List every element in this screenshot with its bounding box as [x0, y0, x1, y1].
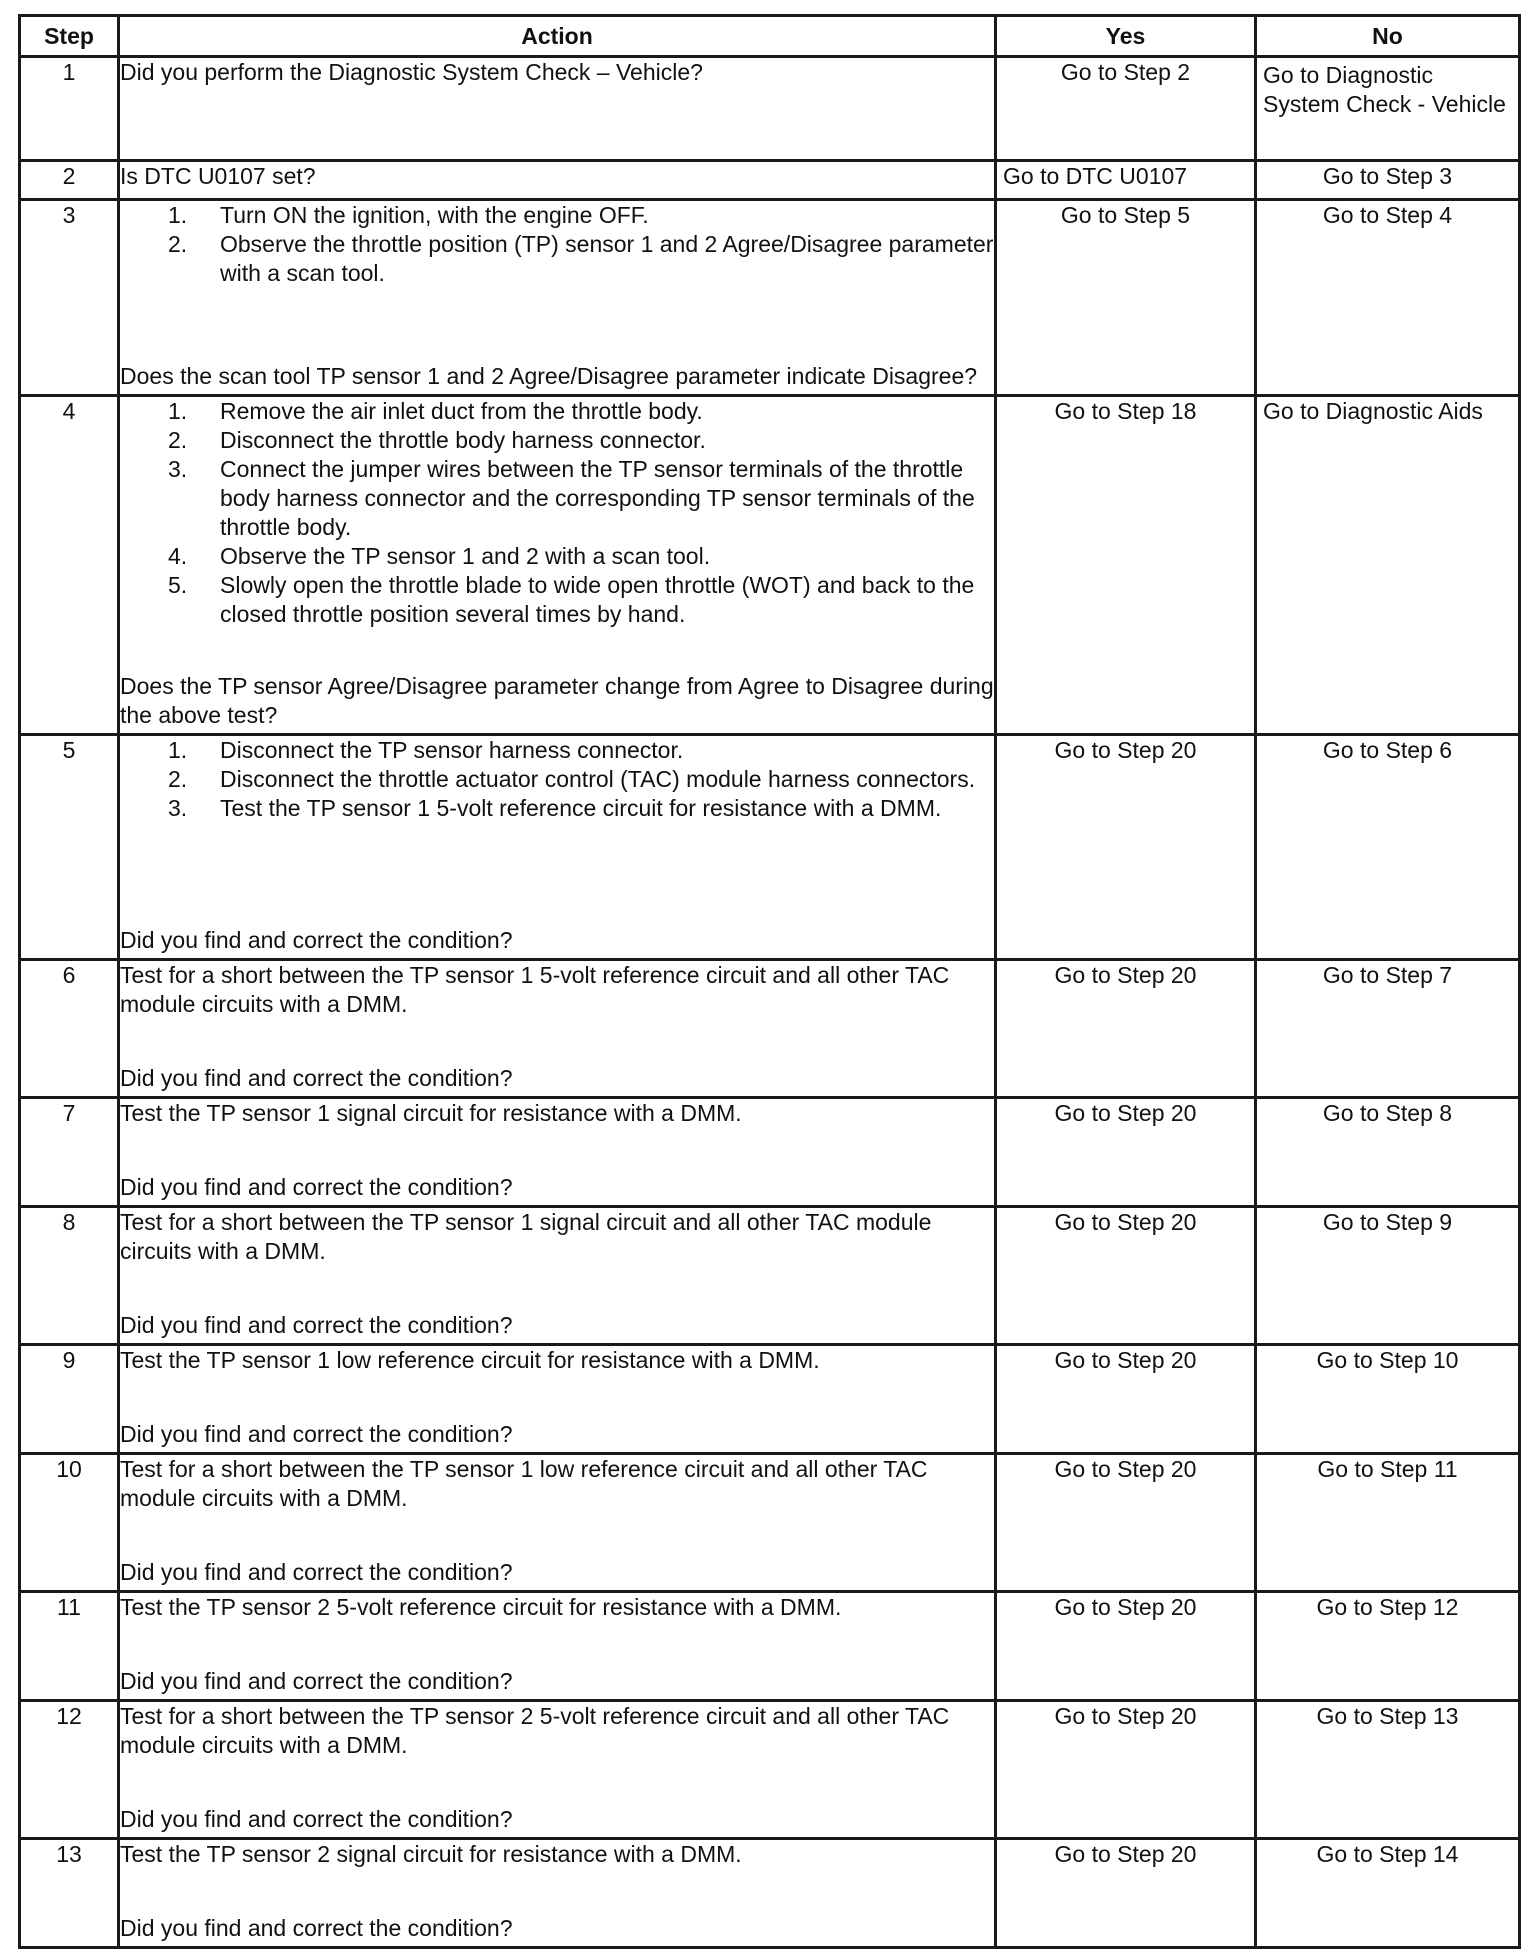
- table-row: [20, 1345, 1520, 1454]
- action-cell: [119, 1207, 996, 1345]
- yes-cell: Go to Step 20: [996, 1454, 1256, 1592]
- yes-cell: Go to Step 20: [996, 1098, 1256, 1207]
- yes-cell: Go to Step 18: [996, 396, 1256, 735]
- no-cell: Go to Diagnostic System Check - Vehicle: [1256, 57, 1520, 161]
- yes-cell: Go to Step 20: [996, 960, 1256, 1098]
- action-cell: [119, 1454, 996, 1592]
- action-question: Did you find and correct the condition?: [120, 1174, 513, 1200]
- action-cell: [119, 1701, 996, 1839]
- action-instruction: Test for a short between the TP sensor 2 5-volt reference circuit and all other TAC module circuits with a DMM.: [120, 1703, 950, 1758]
- action-cell: [119, 200, 996, 396]
- instruction-item: 3. Connect the jumper wires between the TP sensor terminals of the throttle body harness connector and the corresponding TP sensor terminals of the throttle body.: [168, 456, 975, 540]
- action-instruction: Test the TP sensor 1 low reference circuit for resistance with a DMM.: [120, 1347, 820, 1373]
- action-question: Did you find and correct the condition?: [120, 1065, 513, 1091]
- instruction-item: 1. Disconnect the TP sensor harness connector.: [168, 737, 684, 763]
- action-question: Did you find and correct the condition?: [120, 927, 513, 953]
- step-number: 1: [20, 57, 119, 161]
- action-question: Did you find and correct the condition?: [120, 1421, 513, 1447]
- instruction-list: [120, 397, 994, 629]
- no-cell: Go to Step 14: [1256, 1839, 1520, 1948]
- table-row: [20, 1701, 1520, 1839]
- table-row: [20, 1207, 1520, 1345]
- instruction-item: 2. Observe the throttle position (TP) sensor 1 and 2 Agree/Disagree parameter with a scan tool.: [168, 231, 994, 286]
- no-cell: Go to Step 12: [1256, 1592, 1520, 1701]
- no-cell: Go to Step 13: [1256, 1701, 1520, 1839]
- yes-cell: Go to Step 20: [996, 1701, 1256, 1839]
- step-number: 3: [20, 200, 119, 396]
- action-question: Did you perform the Diagnostic System Check – Vehicle?: [120, 59, 703, 85]
- action-cell: [119, 735, 996, 960]
- action-question: Does the TP sensor Agree/Disagree parameter change from Agree to Disagree during the above test?: [120, 673, 994, 728]
- header-action: Action: [119, 16, 996, 57]
- table-row: [20, 960, 1520, 1098]
- step-number: 13: [20, 1839, 119, 1948]
- step-number: 11: [20, 1592, 119, 1701]
- action-question: Did you find and correct the condition?: [120, 1806, 513, 1832]
- table-row: [20, 161, 1520, 200]
- instruction-item: 4. Observe the TP sensor 1 and 2 with a scan tool.: [168, 543, 711, 569]
- no-cell: Go to Step 9: [1256, 1207, 1520, 1345]
- header-yes: Yes: [996, 16, 1256, 57]
- instruction-item: 3. Test the TP sensor 1 5-volt reference circuit for resistance with a DMM.: [168, 795, 942, 821]
- step-number: 4: [20, 396, 119, 735]
- action-question: Did you find and correct the condition?: [120, 1915, 513, 1941]
- action-cell: [119, 161, 996, 200]
- diagnostic-table: [18, 14, 1521, 1949]
- action-instruction: Test for a short between the TP sensor 1 5-volt reference circuit and all other TAC module circuits with a DMM.: [120, 962, 950, 1017]
- yes-cell: Go to Step 2: [996, 57, 1256, 161]
- table-header-row: [20, 16, 1520, 57]
- action-instruction: Test the TP sensor 2 signal circuit for resistance with a DMM.: [120, 1841, 742, 1867]
- step-number: 8: [20, 1207, 119, 1345]
- step-number: 2: [20, 161, 119, 200]
- action-question: Did you find and correct the condition?: [120, 1668, 513, 1694]
- no-cell: Go to Step 7: [1256, 960, 1520, 1098]
- action-cell: [119, 960, 996, 1098]
- table-row: [20, 1454, 1520, 1592]
- table-row: [20, 1098, 1520, 1207]
- action-cell: [119, 1345, 996, 1454]
- action-cell: [119, 1839, 996, 1948]
- yes-cell: Go to Step 20: [996, 1207, 1256, 1345]
- instruction-list: [120, 736, 994, 823]
- action-cell: [119, 396, 996, 735]
- yes-cell: Go to Step 20: [996, 1345, 1256, 1454]
- table-row: [20, 1592, 1520, 1701]
- instruction-item: 1. Remove the air inlet duct from the throttle body.: [168, 398, 703, 424]
- step-number: 9: [20, 1345, 119, 1454]
- instruction-list: [120, 201, 994, 288]
- step-number: 7: [20, 1098, 119, 1207]
- step-number: 5: [20, 735, 119, 960]
- table-row: [20, 396, 1520, 735]
- instruction-item: 2. Disconnect the throttle actuator control (TAC) module harness connectors.: [168, 766, 976, 792]
- action-instruction: Test the TP sensor 1 signal circuit for resistance with a DMM.: [120, 1100, 742, 1126]
- step-number: 10: [20, 1454, 119, 1592]
- action-instruction: Test for a short between the TP sensor 1 signal circuit and all other TAC module circuits with a DMM.: [120, 1209, 932, 1264]
- step-number: 6: [20, 960, 119, 1098]
- no-cell: Go to Step 10: [1256, 1345, 1520, 1454]
- action-question: Does the scan tool TP sensor 1 and 2 Agree/Disagree parameter indicate Disagree?: [120, 363, 978, 389]
- action-instruction: Test for a short between the TP sensor 1 low reference circuit and all other TAC module circuits with a DMM.: [120, 1456, 928, 1511]
- step-number: 12: [20, 1701, 119, 1839]
- no-cell: Go to Step 11: [1256, 1454, 1520, 1592]
- table-row: [20, 1839, 1520, 1948]
- yes-cell: Go to Step 20: [996, 1839, 1256, 1948]
- action-cell: [119, 1098, 996, 1207]
- table-row: [20, 57, 1520, 161]
- instruction-item: 2. Disconnect the throttle body harness connector.: [168, 427, 706, 453]
- yes-cell: Go to Step 20: [996, 735, 1256, 960]
- table-row: [20, 735, 1520, 960]
- header-step: Step: [20, 16, 119, 57]
- no-cell: Go to Step 4: [1256, 200, 1520, 396]
- no-cell: Go to Step 6: [1256, 735, 1520, 960]
- yes-cell: Go to Step 5: [996, 200, 1256, 396]
- no-cell: Go to Step 8: [1256, 1098, 1520, 1207]
- instruction-item: 1. Turn ON the ignition, with the engine OFF.: [168, 202, 649, 228]
- no-cell: Go to Step 3: [1256, 161, 1520, 200]
- no-cell: Go to Diagnostic Aids: [1256, 396, 1520, 735]
- yes-cell: Go to DTC U0107: [996, 161, 1256, 200]
- action-question: Did you find and correct the condition?: [120, 1559, 513, 1585]
- table-row: [20, 200, 1520, 396]
- action-instruction: Test the TP sensor 2 5-volt reference circuit for resistance with a DMM.: [120, 1594, 842, 1620]
- action-question: Did you find and correct the condition?: [120, 1312, 513, 1338]
- action-cell: [119, 1592, 996, 1701]
- action-question: Is DTC U0107 set?: [120, 163, 316, 189]
- instruction-item: 5. Slowly open the throttle blade to wide open throttle (WOT) and back to the closed throttle position several times by hand.: [168, 572, 975, 627]
- header-no: No: [1256, 16, 1520, 57]
- yes-cell: Go to Step 20: [996, 1592, 1256, 1701]
- action-cell: [119, 57, 996, 161]
